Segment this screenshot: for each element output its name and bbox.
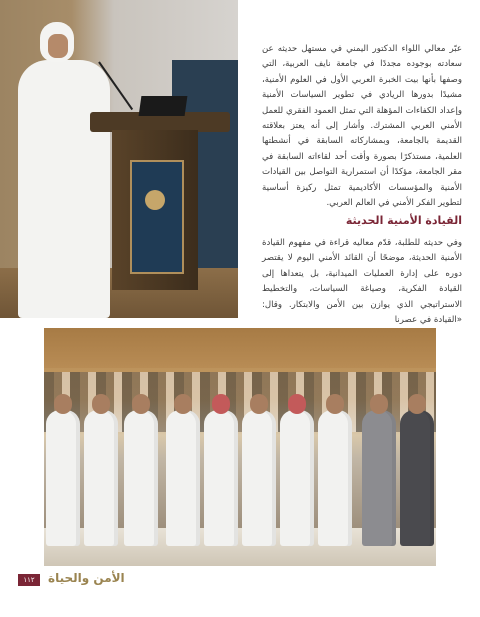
group-person xyxy=(242,410,276,546)
group-person-head xyxy=(288,394,306,414)
group-person-head xyxy=(250,394,268,414)
group-photo xyxy=(44,328,436,566)
group-person-head xyxy=(54,394,72,414)
group-person xyxy=(124,410,158,546)
laptop xyxy=(139,96,188,116)
magazine-title: الأمن والحياة xyxy=(48,571,125,585)
group-person xyxy=(166,410,200,546)
podium-panel xyxy=(130,160,184,274)
group-person-head xyxy=(174,394,192,414)
article-paragraph-2: وفي حديثه للطلبة، قدّم معاليه قراءة في مفهوم القيادة الأمنية الحديثة، موضحًا أن القائد الأمني اليوم لا يقتصر دوره على إدارة العمليات الميدانية، بل يتعداها إلى القيادة الفكرية، وصياغة السياسات، والتخطيط الاستراتيجي الذي يوازن بين الأمن والابتكار. وقال: «القيادة في عصرنا xyxy=(262,238,462,326)
group-person xyxy=(204,410,238,546)
group-person-head xyxy=(370,394,388,414)
podium-logo xyxy=(145,190,165,210)
article-paragraph-1: عبّر معالي اللواء الدكتور اليمني في مستهل حديثه عن سعادته بوجوده مجددًا في جامعة نايف العربية، التي وصفها بأنها بيت الخبرة العربي الأول في العلوم الأمنية، مشيدًا بدورها الريادي في تطوير السياسات الأمنية وإعداد الكفاءات المؤهلة التي تمثل العمود الفقري للعمل الأمني العربي المشترك. وأشار إلى أنه يعتز بعلاقته القديمة بالجامعة، وبمشاركاته السابقة في أنشطتها العلمية، مستذكرًا بصورة وأقت أحد لقاءاته السابقة في مقر الجامعة، مؤكدًا أن استمرارية التواصل بين القيادات الأمنية والمؤسسات الأكاديمية تمثل ركيزة أساسية لتطوير الفكر الأمني في العالم العربي. xyxy=(262,44,462,209)
group-person xyxy=(280,410,314,546)
group-person xyxy=(318,410,352,546)
group-person-head xyxy=(92,394,110,414)
group-person xyxy=(46,410,80,546)
speaker-photo xyxy=(0,0,238,318)
group-person-head xyxy=(326,394,344,414)
group-person-head xyxy=(408,394,426,414)
group-person xyxy=(362,410,396,546)
page-number: ١١٢ xyxy=(18,574,40,586)
speaker-figure xyxy=(18,60,110,318)
group-person-head xyxy=(212,394,230,414)
group-person xyxy=(400,410,434,546)
group-person-head xyxy=(132,394,150,414)
section-subheading: القيادة الأمنية الحديثة xyxy=(345,214,462,227)
speaker-face xyxy=(48,34,68,58)
group-person xyxy=(84,410,118,546)
group-photo-ceiling xyxy=(44,328,436,368)
